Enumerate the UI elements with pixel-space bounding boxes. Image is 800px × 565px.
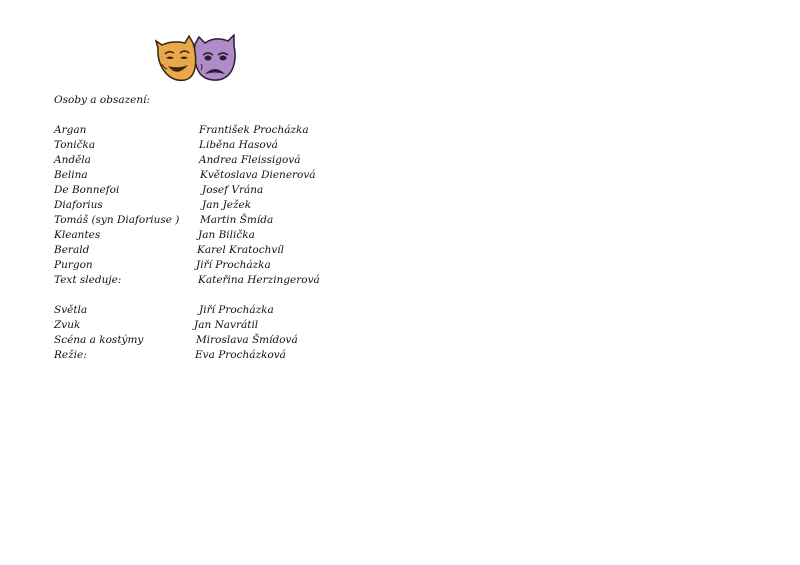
role-name: Zvuk	[54, 319, 81, 331]
role-name: Světla	[54, 304, 88, 316]
cast-row	[54, 228, 384, 243]
actor-name: Martin Šmída	[200, 214, 274, 226]
role-name: Kleantes	[54, 229, 101, 241]
role-name: De Bonnefoi	[54, 184, 120, 196]
role-name: Scéna a kostýmy	[54, 334, 144, 346]
actor-name: Jiří Procházka	[196, 259, 271, 271]
cast-row	[54, 153, 384, 168]
actor-name: Josef Vrána	[202, 184, 264, 196]
role-name: Diaforius	[54, 199, 103, 211]
role-name: Purgon	[54, 259, 93, 271]
actor-name: František Procházka	[199, 124, 309, 136]
tragedy-mask-icon	[194, 35, 235, 80]
actor-name: Miroslava Šmídová	[196, 334, 298, 346]
role-name: Berald	[54, 244, 90, 256]
actor-name: Jan Ježek	[202, 199, 252, 211]
cast-list	[54, 123, 384, 363]
cast-row	[54, 243, 384, 258]
role-name: Tonička	[54, 139, 96, 151]
cast-row	[54, 258, 384, 273]
cast-row	[54, 168, 384, 183]
crew-row	[54, 333, 384, 348]
actor-name: Jan Navrátil	[194, 319, 259, 331]
role-name: Režie:	[54, 349, 87, 361]
cast-heading: Osoby a obsazení:	[54, 94, 151, 106]
cast-row	[54, 273, 384, 288]
actor-name: Eva Procházková	[195, 349, 286, 361]
actor-name: Jiří Procházka	[199, 304, 274, 316]
crew-row	[54, 303, 384, 318]
actor-name: Květoslava Dienerová	[200, 169, 316, 181]
cast-row	[54, 198, 384, 213]
cast-row	[54, 183, 384, 198]
cast-row	[54, 138, 384, 153]
section-gap	[54, 288, 384, 303]
role-name: Argan	[54, 124, 87, 136]
crew-row	[54, 348, 384, 363]
crew-row	[54, 318, 384, 333]
cast-row	[54, 123, 384, 138]
comedy-mask-icon	[156, 36, 196, 80]
actor-name: Jan Bilička	[198, 229, 255, 241]
role-name: Belina	[54, 169, 88, 181]
actor-name: Andrea Fleissigová	[199, 154, 301, 166]
role-name: Tomáš (syn Diaforiuse )	[54, 214, 180, 226]
role-name: Text sleduje:	[54, 274, 122, 286]
role-name: Anděla	[54, 154, 91, 166]
actor-name: Liběna Hasová	[199, 139, 278, 151]
theater-masks-logo	[155, 34, 237, 84]
cast-row	[54, 213, 384, 228]
actor-name: Kateřina Herzingerová	[198, 274, 320, 286]
actor-name: Karel Kratochvíl	[197, 244, 284, 256]
